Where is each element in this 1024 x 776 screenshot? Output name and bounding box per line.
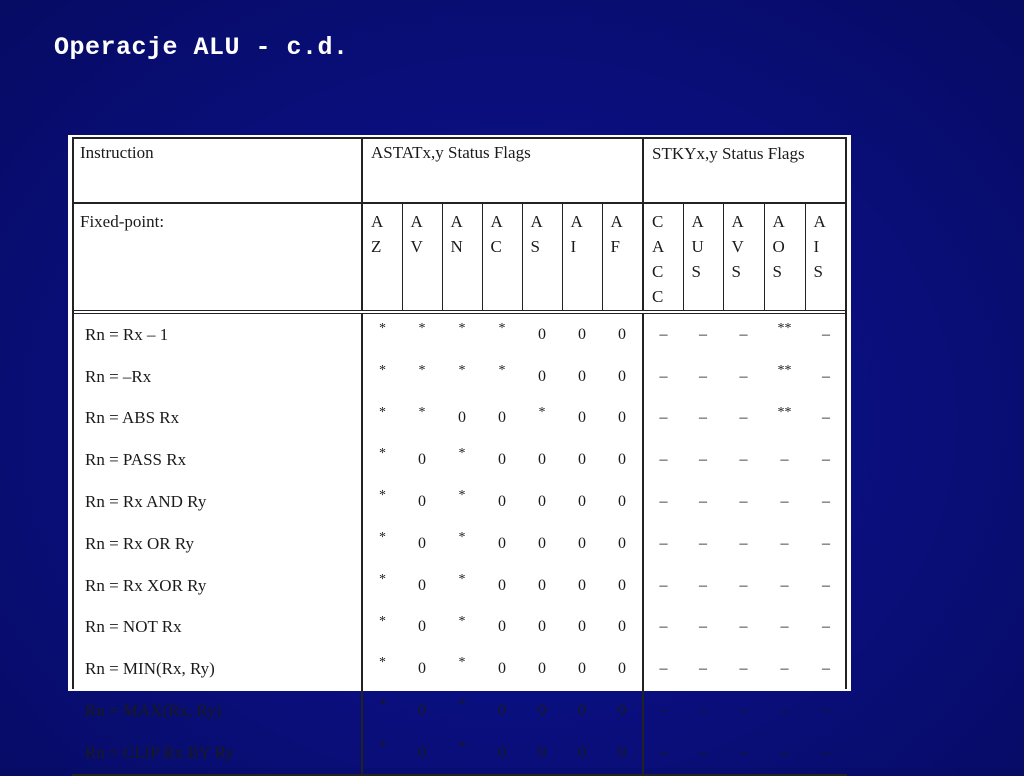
table-row — [72, 398, 847, 440]
astat-flag-az — [362, 203, 402, 312]
flag-value-cell: – — [643, 565, 683, 607]
flag-value-cell: – — [643, 648, 683, 690]
flag-value-cell: – — [739, 493, 748, 511]
flag-value-cell: – — [822, 367, 831, 385]
flag-value-cell: * — [458, 571, 466, 587]
flag-value-cell: 0 — [618, 576, 627, 594]
flag-value-cell: * — [379, 446, 386, 462]
instruction-cell: Rn = CLIP Rx BY Ry — [72, 732, 362, 775]
flag-value-cell: – — [822, 325, 831, 343]
flag-value-cell: 0 — [418, 451, 426, 469]
flag-value-cell: * — [458, 697, 466, 713]
flag-value-cell: – — [723, 732, 764, 775]
flag-value-cell: * — [538, 404, 546, 420]
flags-table-frame — [68, 135, 851, 762]
flag-value-cell: 0 — [538, 493, 546, 511]
table-row — [72, 481, 847, 523]
alu-flags-table — [72, 137, 847, 776]
flag-value-cell: * — [379, 571, 386, 587]
flag-value-cell: – — [699, 702, 708, 720]
flag-value-cell: – — [739, 702, 748, 720]
flag-letter: U — [691, 237, 704, 256]
table-row — [72, 523, 847, 565]
instruction-cell: Rn = MAX(Rx, Ry) — [72, 690, 362, 732]
flag-value-cell: – — [683, 732, 723, 775]
flag-value-cell: – — [739, 325, 748, 343]
flag-value-cell: – — [643, 607, 683, 649]
flag-letter: N — [450, 237, 463, 256]
flag-letter: A — [691, 212, 704, 231]
flag-value-cell: 0 — [618, 409, 627, 427]
stky-flag-cacc — [643, 203, 683, 312]
header-astat-flags: ASTATx,y Status Flags — [362, 137, 643, 203]
flag-value-cell: 0 — [562, 732, 602, 775]
flag-value-cell: 0 — [498, 451, 506, 469]
flag-letter: S — [772, 262, 783, 281]
flag-value-cell: – — [643, 312, 683, 356]
flag-value-cell: – — [699, 409, 708, 427]
flag-value-cell: 0 — [498, 493, 506, 511]
flag-value-cell: – — [739, 618, 748, 636]
flag-value-cell: – — [739, 409, 748, 427]
flag-value-cell: * — [458, 655, 466, 671]
flag-value-cell: – — [699, 367, 708, 385]
flag-value-cell: * — [458, 321, 466, 336]
flag-value-cell: – — [699, 618, 708, 636]
flag-value-cell: – — [643, 690, 683, 732]
flag-value-cell: * — [458, 613, 466, 629]
flag-letter: S — [731, 262, 742, 281]
flag-value-cell: 0 — [602, 732, 643, 775]
astat-flag-as — [522, 203, 562, 312]
flag-value-cell: ** — [777, 321, 792, 336]
flag-value-cell: – — [822, 618, 831, 636]
flag-value-cell: 0 — [482, 732, 522, 775]
flag-value-cell: 0 — [538, 660, 546, 678]
flag-value-cell: – — [699, 576, 708, 594]
flag-value-cell: 0 — [618, 534, 627, 552]
flag-value-cell: 0 — [418, 576, 426, 594]
flag-value-cell: 0 — [498, 618, 506, 636]
flag-value-cell: – — [643, 356, 683, 398]
stky-flag-aus — [683, 203, 723, 312]
flag-value-cell: – — [805, 732, 847, 775]
table-row — [72, 607, 847, 649]
flag-value-cell: * — [379, 488, 386, 504]
flag-letter: A — [371, 212, 384, 231]
flag-value-cell: – — [780, 493, 789, 511]
flag-value-cell: – — [699, 325, 708, 343]
flag-letter: C — [652, 212, 664, 231]
flag-letter: C — [490, 237, 502, 256]
flag-value-cell: 0 — [578, 576, 586, 594]
header-instruction: Instruction — [72, 137, 362, 203]
flag-value-cell: – — [822, 409, 831, 427]
flag-value-cell: – — [643, 439, 683, 481]
flag-letter: A — [772, 212, 785, 231]
flag-value-cell: – — [822, 576, 831, 594]
flag-value-cell: 0 — [578, 702, 586, 720]
flag-value-cell: 0 — [618, 451, 627, 469]
astat-flag-an — [442, 203, 482, 312]
flag-value-cell: – — [780, 702, 789, 720]
flag-value-cell: * — [498, 362, 506, 378]
flag-value-cell: – — [822, 534, 831, 552]
flag-value-cell: – — [822, 451, 831, 469]
instruction-cell: Rn = MIN(Rx, Ry) — [72, 648, 362, 690]
flag-value-cell: – — [822, 660, 831, 678]
flag-value-cell: – — [643, 398, 683, 440]
flag-value-cell: * — [458, 529, 466, 545]
table-row — [72, 648, 847, 690]
flag-value-cell: 0 — [618, 493, 627, 511]
flag-value-cell: 0 — [578, 534, 586, 552]
instruction-cell: Rn = ABS Rx — [72, 398, 362, 440]
flag-value-cell: 0 — [538, 367, 546, 385]
astat-flag-ai — [562, 203, 602, 312]
flag-value-cell: * — [379, 613, 386, 629]
astat-flag-av — [402, 203, 442, 312]
flag-value-cell: 0 — [578, 325, 586, 343]
flag-value-cell: 0 — [498, 534, 506, 552]
flag-value-cell: – — [699, 534, 708, 552]
flag-value-cell: * — [458, 446, 466, 462]
flag-letter: C — [652, 262, 664, 281]
flag-letter: Z — [371, 237, 382, 256]
astat-flag-ac — [482, 203, 522, 312]
flag-value-cell: – — [739, 534, 748, 552]
flag-letter: A — [610, 212, 623, 231]
table-row — [72, 312, 847, 356]
flag-value-cell: 0 — [538, 618, 546, 636]
flag-value-cell: 0 — [522, 732, 562, 775]
flag-value-cell: * — [458, 488, 466, 504]
flag-value-cell: – — [643, 481, 683, 523]
flag-value-cell: * — [498, 321, 506, 336]
flag-value-cell: – — [780, 618, 789, 636]
flag-letter: A — [410, 212, 423, 231]
flag-value-cell: – — [643, 732, 683, 775]
flag-value-cell: – — [780, 660, 789, 678]
flag-value-cell: – — [739, 576, 748, 594]
flag-value-cell: – — [699, 451, 708, 469]
flag-value-cell: 0 — [458, 409, 466, 427]
flag-value-cell: – — [822, 702, 831, 720]
flag-letter: I — [570, 237, 577, 256]
flag-value-cell: – — [822, 493, 831, 511]
flag-value-cell: 0 — [538, 534, 546, 552]
flag-value-cell: 0 — [498, 409, 506, 427]
instruction-cell: Rn = Rx OR Ry — [72, 523, 362, 565]
flag-value-cell: * — [379, 321, 386, 336]
flag-value-cell: * — [379, 697, 386, 713]
flag-value-cell: 0 — [418, 660, 426, 678]
slide-title: Operacje ALU - c.d. — [54, 33, 349, 62]
flag-value-cell: 0 — [578, 367, 586, 385]
flag-letter: A — [570, 212, 583, 231]
instruction-cell: Rn = PASS Rx — [72, 439, 362, 481]
flag-letter: C — [652, 287, 664, 306]
flag-value-cell: * — [379, 362, 386, 378]
instruction-cell: Rn = Rx AND Ry — [72, 481, 362, 523]
flag-value-cell: * — [362, 732, 402, 775]
flag-value-cell: * — [458, 362, 466, 378]
flag-value-cell: – — [739, 660, 748, 678]
flag-letter: V — [410, 237, 423, 256]
flag-value-cell: 0 — [618, 618, 627, 636]
fixed-point-label: Fixed-point: — [72, 203, 362, 312]
header-stky-text: STKYx,y Status Flags — [652, 144, 805, 163]
header-stky-flags — [643, 137, 847, 203]
flag-value-cell: 0 — [402, 732, 442, 775]
flag-value-cell: 0 — [538, 325, 546, 343]
flag-value-cell: 0 — [418, 493, 426, 511]
flag-value-cell: – — [699, 660, 708, 678]
flag-value-cell: * — [418, 321, 426, 336]
flag-value-cell: 0 — [618, 325, 627, 343]
flag-value-cell: – — [699, 493, 708, 511]
header-row — [72, 137, 847, 203]
flag-letter: S — [530, 237, 540, 256]
flag-value-cell: 0 — [538, 576, 546, 594]
flag-value-cell: * — [379, 404, 386, 420]
flag-value-cell: 0 — [578, 618, 586, 636]
flag-names-row — [72, 203, 847, 312]
table-row — [72, 565, 847, 607]
flag-value-cell: – — [764, 732, 805, 775]
flag-value-cell: – — [780, 576, 789, 594]
flag-letter: I — [813, 237, 820, 256]
flag-value-cell: – — [643, 523, 683, 565]
flag-value-cell: – — [739, 367, 748, 385]
table-row — [72, 356, 847, 398]
stky-flag-ais — [805, 203, 847, 312]
flag-value-cell: 0 — [578, 451, 586, 469]
astat-flag-af — [602, 203, 643, 312]
flag-letter: A — [652, 237, 665, 256]
flag-letter: S — [691, 262, 702, 281]
flag-value-cell: 0 — [418, 618, 426, 636]
flag-value-cell: ** — [777, 404, 792, 420]
flag-value-cell: 0 — [618, 660, 627, 678]
flag-value-cell: – — [739, 451, 748, 469]
table-row — [72, 732, 847, 775]
instruction-cell: Rn = –Rx — [72, 356, 362, 398]
instruction-cell: Rn = NOT Rx — [72, 607, 362, 649]
flag-value-cell: 0 — [578, 409, 586, 427]
flag-letter: V — [731, 237, 744, 256]
table-row — [72, 690, 847, 732]
flag-value-cell: – — [780, 534, 789, 552]
flag-letter: F — [610, 237, 620, 256]
instruction-cell: Rn = Rx – 1 — [72, 312, 362, 356]
flag-value-cell: 0 — [498, 576, 506, 594]
flag-value-cell: 0 — [618, 367, 627, 385]
flag-value-cell: 0 — [498, 702, 506, 720]
flag-value-cell: 0 — [538, 702, 546, 720]
flag-value-cell: 0 — [498, 660, 506, 678]
flag-letter: A — [731, 212, 744, 231]
flag-letter: A — [490, 212, 503, 231]
flag-value-cell: 0 — [418, 534, 426, 552]
flag-letter: A — [530, 212, 543, 231]
flag-value-cell: * — [418, 362, 426, 378]
flag-value-cell: 0 — [538, 451, 546, 469]
flag-value-cell: – — [780, 451, 789, 469]
flag-value-cell: 0 — [418, 702, 426, 720]
flag-letter: O — [772, 237, 785, 256]
flag-letter: A — [813, 212, 826, 231]
flag-value-cell: * — [418, 404, 426, 420]
flag-value-cell: 0 — [618, 702, 627, 720]
flag-value-cell: 0 — [578, 493, 586, 511]
flag-letter: S — [813, 262, 824, 281]
flag-value-cell: * — [379, 529, 386, 545]
flag-value-cell: * — [379, 655, 386, 671]
flag-value-cell: ** — [777, 362, 792, 378]
table-row — [72, 439, 847, 481]
stky-flag-aos — [764, 203, 805, 312]
flag-value-cell: * — [442, 732, 482, 775]
instruction-cell: Rn = Rx XOR Ry — [72, 565, 362, 607]
flag-value-cell: 0 — [578, 660, 586, 678]
flag-letter: A — [450, 212, 463, 231]
stky-flag-avs — [723, 203, 764, 312]
